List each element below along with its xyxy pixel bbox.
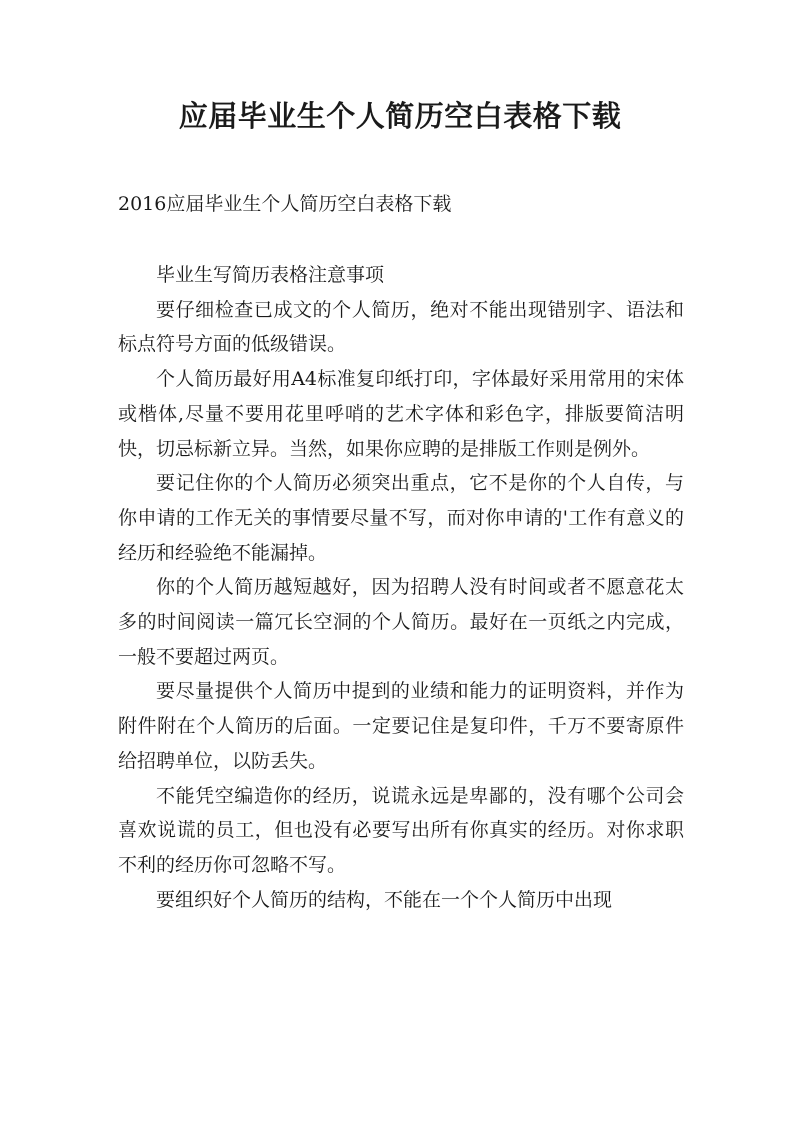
paragraph: 要仔细检查已成文的个人简历，绝对不能出现错别字、语法和标点符号方面的低级错误。	[118, 298, 684, 356]
paragraph: 个人简历最好用A4标准复印纸打印，字体最好采用常用的宋体或楷体,尽量不要用花里呼哨的艺术字体和彩色字，排版要简洁明快，切忌标新立异。当然，如果你应聘的是排版工作则是例外。	[118, 368, 684, 460]
section-heading: 毕业生写简历表格注意事项	[156, 264, 385, 286]
paragraph: 要尽量提供个人简历中提到的业绩和能力的证明资料，并作为附件附在个人简历的后面。一定要记住是复印件，千万不要寄原件给招聘单位，以防丢失。	[118, 680, 684, 772]
document-title: 应届毕业生个人简历空白表格下载	[178, 99, 622, 133]
paragraph: 不能凭空编造你的经历，说谎永远是卑鄙的，没有哪个公司会喜欢说谎的员工，但也没有必要写出所有你真实的经历。对你求职不利的经历你可忽略不写。	[118, 784, 684, 876]
paragraph: 要记住你的个人简历必须突出重点，它不是你的个人自传，与你申请的工作无关的事情要尽量不写，而对你申请的'工作有意义的经历和经验绝不能漏掉。	[118, 472, 684, 564]
document-body	[118, 258, 684, 917]
document-subtitle: 2016应届毕业生个人简历空白表格下载	[118, 193, 452, 215]
paragraph: 你的个人简历越短越好，因为招聘人没有时间或者不愿意花太多的时间阅读一篇冗长空洞的个人简历。最好在一页纸之内完成，一般不要超过两页。	[118, 576, 684, 668]
paragraph: 要组织好个人简历的结构，不能在一个个人简历中出现	[156, 888, 613, 911]
